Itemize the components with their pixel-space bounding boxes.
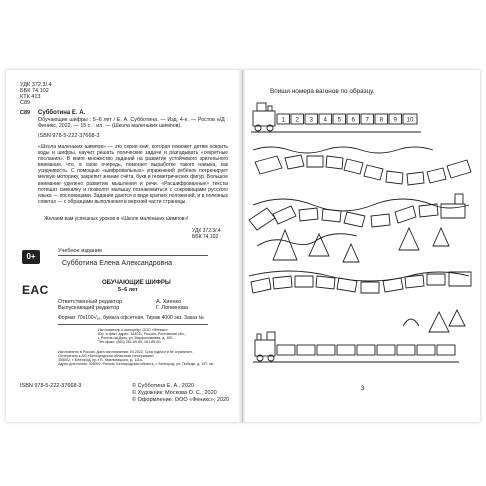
divider (58, 324, 208, 325)
printing-line: Адрес для писем: 308002, Россия, Белгородская область, г. Белгород, ул. Победы, д. 197, кв. (58, 362, 214, 366)
copyright-line: © Художник: Москова О. С., 2020 (132, 390, 217, 396)
wagon-number: 2 (295, 116, 299, 124)
isbn-line: ISBN 978-5-222-37668-3 (38, 133, 100, 139)
age-rating-badge: 0+ (22, 250, 40, 264)
wishes-line: Желаем вам успешных уроков в «Школе маленьких шимпов»! (44, 216, 189, 222)
bbk-code-bottom: ББК 74.102 (192, 234, 219, 240)
curved-wagon (285, 155, 304, 169)
wagon (377, 345, 395, 355)
wagon (337, 345, 355, 355)
wagon-number: 6 (351, 116, 355, 124)
isbn-bottom: ISBN 978-5-222-37668-3 (20, 383, 82, 389)
catalog-mark: С89 (20, 110, 31, 116)
curved-wagon (344, 212, 365, 227)
curved-wagon (361, 282, 379, 293)
manufacturer-line: г. Ростов-на-Дону, ул. Варфоломеева, д. 150. (98, 336, 174, 340)
wagon (437, 345, 455, 355)
wagon (317, 345, 335, 355)
wagon-number: 9 (393, 116, 397, 124)
locomotive-cab (257, 103, 266, 111)
manufacturer-line: Тел./факс: (863) 261-89-65, 261-89-50. (98, 340, 162, 344)
wagon-number: 5 (337, 116, 341, 124)
printing-line: Отпечатано в АО «Белгородская областная типография» (58, 354, 154, 358)
release-editor-role: Выпускающий редактор (58, 305, 120, 311)
wagon-number: 4 (323, 116, 327, 124)
responsible-editor-name: А. Хиенко (156, 299, 182, 305)
train-illustration (243, 70, 480, 400)
tree-icon (343, 244, 359, 262)
series-description: «Школа маленьких шимпов» — это серия книг, которая поможет детям освоить коды и шифры, научит решать логические задачи и разгадывать «секретные послания». В книге множество заданий на развитие устойчивого зрительного внимания, что, в свою очередь, помогает выработке такого навыка, как усидчивость. С помощью «шифровальных» упражнений ребёнок потренирует мелкую моторику, закрепит знание счёта, букв и геометрических фигур. Большое внимание уделено развитию мышления и речи. «Расшифрованные» тексты потешат смекалку и позволят малышу познакомиться с сокровищами русского языка — пословицами. Задания даются в виде кратких положений, и в полезных советах — с образцами выполнения в верхней части страницы. (38, 144, 228, 205)
book-spread (6, 70, 480, 422)
bibliographic-record: Обучающие шифры : 5–6 лет / Е. А. Субботина. — Изд. 4-е. — Ростов н/Д : Феникс, 2022. — 15 с. : ил. — (Школа маленьких шимпов). (38, 117, 228, 130)
tree-icon (309, 234, 329, 256)
task-instruction: Впиши номера вагонов по образцу. (270, 88, 375, 95)
printing-line: 308002, г. Белгород, пр-т Б. Хмельницкого, д. 111а. (58, 358, 143, 362)
locomotive-cab (267, 332, 275, 340)
bbk-code: ББК 74.102 (20, 88, 49, 94)
tree-icon (273, 230, 297, 260)
curved-wagon (337, 278, 357, 292)
wagon-number: 10 (406, 116, 414, 124)
tree-icon (433, 228, 449, 246)
hill-outline (257, 234, 357, 246)
locomotive-body (255, 340, 275, 356)
curved-wagon (344, 159, 363, 174)
curved-wagon (299, 208, 318, 221)
page-number: 3 (361, 386, 365, 392)
curved-wagon (322, 209, 341, 222)
format-line: Формат 70х100¹/₁₆, бумага офсетная. Тираж 4000 экз. Заказ № (58, 315, 204, 321)
tree-icon (399, 228, 419, 250)
curved-wagon (316, 276, 335, 289)
edition-type: Учебное издание (58, 248, 103, 254)
manufacturer-line: Юр. и факт. адрес: 344011, Россия, Ростовская обл., (98, 332, 186, 336)
curved-wagon (364, 165, 383, 180)
author-full-name: Субботина Елена Александровна (62, 260, 172, 267)
bottom-train (253, 332, 459, 362)
eac-certification-mark: EAC (22, 283, 49, 297)
locomotive-chimney (257, 334, 261, 340)
track-curve (253, 147, 433, 153)
wagon (417, 345, 435, 355)
wagon-number: 8 (379, 116, 383, 124)
curved-wagon (249, 208, 275, 230)
divider (58, 255, 208, 256)
curved-wagon (295, 276, 313, 287)
udk-code: УДК 372.3/.4 (20, 82, 52, 88)
curved-wagon (307, 156, 323, 167)
curved-wagon (326, 156, 343, 169)
curved-wagon (407, 172, 424, 185)
author-heading: Субботина Е. А. (38, 110, 86, 116)
curved-wagon (386, 171, 403, 184)
hill-outline (403, 319, 419, 326)
wagon-number: 7 (365, 116, 369, 124)
responsible-editor-role: Ответственный редактор (58, 299, 123, 305)
release-editor-name: Г. Логвинова (156, 305, 189, 311)
right-page (243, 70, 480, 422)
book-subtitle: 5–6 лет (118, 287, 138, 293)
locomotive-body (441, 204, 465, 218)
wagon (397, 345, 415, 355)
curved-wagon (273, 206, 296, 224)
tree-icon (429, 312, 449, 332)
curved-wagon (255, 156, 282, 174)
catalog-code: С89 (20, 100, 31, 106)
manufacturer-line: Изготовитель и импортёр: ООО «Феникс». (98, 328, 169, 332)
locomotive-chimney (268, 106, 272, 111)
curved-wagon (395, 206, 416, 223)
wagon-number: 1 (281, 116, 285, 124)
wagon (297, 345, 315, 355)
curved-wagon (427, 168, 446, 183)
wagon (277, 345, 295, 355)
track-curve (253, 199, 469, 211)
tree-icon (449, 310, 465, 326)
curved-wagon (251, 278, 271, 293)
left-page (6, 70, 243, 422)
wagon-number: 3 (309, 116, 313, 124)
ktk-code: КТК 413 (20, 94, 41, 100)
curved-wagon (405, 275, 424, 288)
copyright-line: © Оформление: ООО «Феникс», 2020 (132, 397, 230, 403)
printing-line: Изготовлено в России. Дата изготовления: 04.2022. Срок годности не ограничен. (58, 350, 193, 354)
book-title: ОБУЧАЮЩИЕ ШИФРЫ (102, 280, 171, 286)
locomotive-cab (455, 194, 463, 204)
wagon (357, 345, 375, 355)
track-curve (249, 271, 469, 281)
locomotive-body (447, 160, 471, 178)
curved-wagon (427, 274, 445, 285)
curved-wagon (371, 214, 390, 227)
curved-wagon (273, 276, 292, 289)
copyright-line: © Субботина Е. А., 2020 (132, 383, 195, 389)
locomotive-body (253, 111, 275, 126)
curving-train (249, 147, 471, 332)
curved-wagon (383, 278, 403, 292)
udk-code-bottom: УДК 372.3/.4 (192, 228, 221, 234)
